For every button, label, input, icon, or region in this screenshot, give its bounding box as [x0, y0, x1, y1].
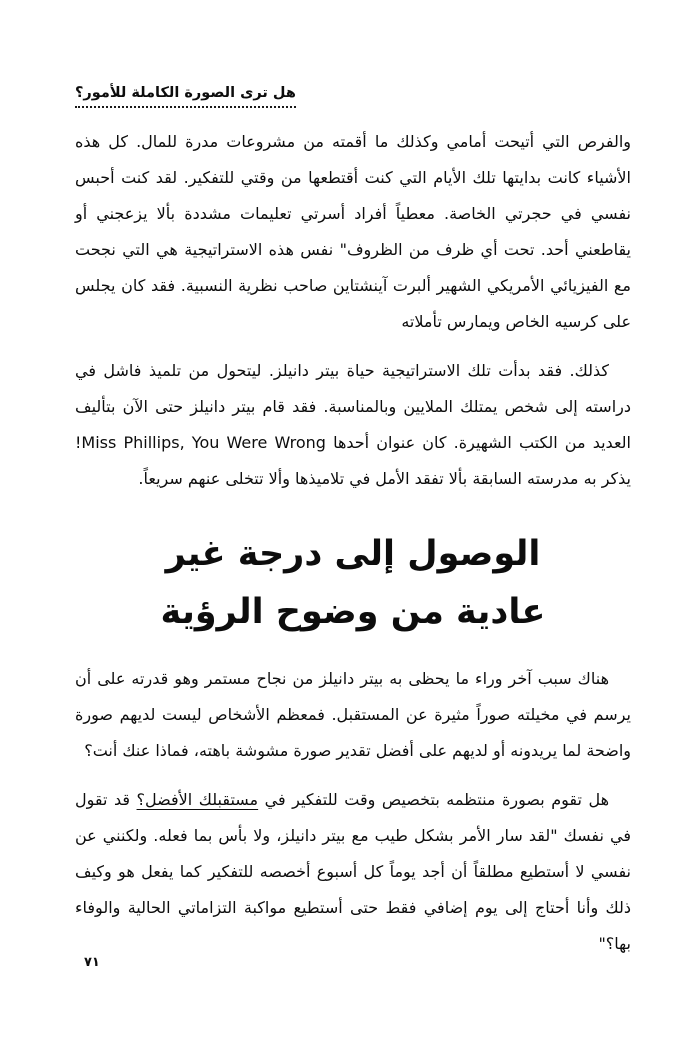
paragraph-1: والفرص التي أتيحت أمامي وكذلك ما أقمته من مشروعات مدرة للمال. كل هذه الأشياء كانت بدايتها تلك الأيام التي كنت أقتطعها من وقتي للتفكير. لقد كنت أحبس نفسي في حجرتي الخاصة. معطياً أفراد أسرتي تعليمات مشددة بألا يزعجني أو يقاطعني أحد. تحت أي ظرف من الظروف" نفس هذه الاستراتيجية هي التي نجحت مع الفيزيائي الأمريكي الشهير ألبرت آينشتاين صاحب نظرية النسبية. فقد كان يجلس على كرسيه الخاص ويمارس تأملاته	[75, 132, 631, 331]
underlined-phrase: مستقبلك الأفضل؟	[136, 790, 259, 809]
page-number: ٧١	[84, 955, 100, 970]
section-heading-line-1: الوصول إلى درجة غير	[165, 534, 541, 574]
paragraph-4-text-start: هل تقوم بصورة منتظمه بتخصيص وقت للتفكير في	[258, 790, 610, 809]
paragraph-2: كذلك. فقد بدأت تلك الاستراتيجية حياة بيتر دانيلز. ليتحول من تلميذ فاشل في دراسته إلى شخص يمتلك الملايين وبالمناسبة. فقد قام بيتر دانيلز حتى الآن بتأليف العديد من الكتب الشهيرة. كان عنوان أحدها Miss Phillips, You Were Wrong! يذكر به مدرسته السابقة بألا تفقد الأمل في تلاميذها وألا تتخلى عنهم سريعاً.	[75, 361, 631, 488]
section-heading-line-2: عادية من وضوح الرؤية	[160, 592, 546, 632]
paragraph-4-text-end: قد تقول في نفسك "لقد سار الأمر بشكل طيب مع بيتر دانيلز، ولا بأس بما فعله. ولكنني عن نفسي لا أستطيع مطلقاً أن أجد يوماً كل أسبوع أخصصه للتفكير كما يفعل هو وكيف ذلك وأنا أحتاج إلى يوم إضافي فقط حتى أستطيع مواكبة التزاماتي الحالية والوفاء بها؟"	[75, 790, 631, 953]
paragraph-4	[75, 782, 631, 962]
running-head-container	[75, 82, 631, 108]
text-block	[75, 82, 631, 975]
section-heading	[75, 525, 631, 641]
running-head: هل ترى الصورة الكاملة للأمور؟	[75, 85, 296, 108]
paragraph-3: هناك سبب آخر وراء ما يحظى به بيتر دانيلز من نجاح مستمر وهو قدرته على أن يرسم في مخيلته صوراً مثيرة عن المستقبل. فمعظم الأشخاص ليست لديهم صورة واضحة لما يريدونه أو لديهم على أفضل تقدير صورة مشوشة باهته، فماذا عنك أنت؟	[75, 669, 631, 760]
